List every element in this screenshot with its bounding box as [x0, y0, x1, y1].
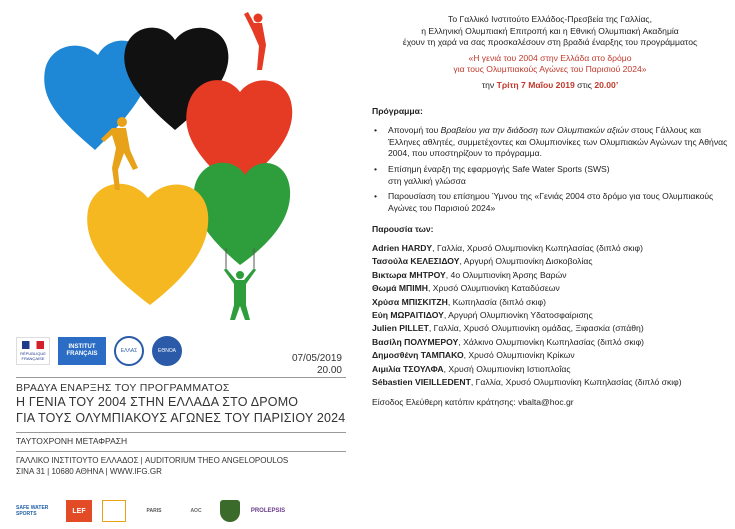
intro-line3: έχουν τη χαρά να σας προσκαλέσουν στη βραδιά έναρξης του προγράμματος	[402, 37, 698, 48]
republique-francaise-logo: RÉPUBLIQUE FRANÇAISE	[16, 337, 50, 365]
institut-francais-logo: INSTITUT FRANÇAIS	[58, 337, 106, 365]
attendees-heading: Παρουσία των:	[372, 224, 434, 235]
greek-olympic-committee-logo: ΕΛΛΑΣ	[114, 336, 144, 366]
paris-2024-logo: PARIS	[146, 508, 162, 514]
event-datetime	[292, 353, 342, 377]
green-heart	[194, 163, 291, 265]
quote-line1: «Η γενιά του 2004 στην Ελλάδα στο δρόμο	[468, 52, 632, 63]
translation-notice: ΤΑΥΤΟΧΡΟΝΗ ΜΕΤΑΦΡΑΣΗ	[16, 432, 346, 446]
program-item: • Παρουσίαση του επίσημου Ύμνου της «Γενιάς 2004 στο δρόμο για τους Ολυμπιακούς Αγώνες του Παρισιού 2024»	[372, 191, 728, 214]
event-label: ΒΡΑΔΥΑ ΕΝΑΡΞΗΣ ΤΟΥ ΠΡΟΓΡΑΜΜΑΤΟΣ	[16, 377, 346, 394]
attendee-item: Τασούλα ΚΕΛΕΣΙΔΟΥ, Αργυρή Ολυμπιονίκη Δισκοβολίας	[372, 256, 593, 267]
french-flag-icon	[22, 341, 44, 349]
event-title-line1: Η ΓΕΝΙΑ ΤΟΥ 2004 ΣΤΗΝ ΕΛΛΑΔΑ ΣΤΟ ΔΡΟΜΟ	[16, 395, 299, 409]
yellow-heart	[87, 184, 208, 305]
event-time: 20.00	[316, 365, 342, 376]
quote-line2: για τους Ολυμπιακούς Αγώνες του Παρισιού 2024»	[453, 64, 647, 75]
attendee-item: Θωμά ΜΠΙΜΗ, Χρυσό Ολυμπιονίκη Καταδύσεων	[372, 283, 560, 294]
attendee-item: Αιμιλία ΤΣΟΥΛΦΑ, Χρυσή Ολυμπιονίκη Ιστιοπλοΐας	[372, 363, 571, 374]
olympic-academy-logo: ΕΘΝΟΑ	[152, 336, 182, 366]
sponsor-logos-bottom	[16, 497, 286, 525]
attendees-list	[372, 242, 728, 389]
shield-logo	[220, 500, 240, 522]
intro-line2: η Ελληνική Ολυμπιακή Επιτροπή και η Εθνική Ολυμπιακή Ακαδημία	[421, 25, 679, 36]
venue-line2: ΣΙΝΑ 31 | 10680 ΑΘΗΝΑ | WWW.IFG.GR	[16, 467, 162, 476]
event-info-panel	[16, 333, 346, 477]
sponsor-square-logo	[102, 500, 126, 522]
attendee-item: Βικτωρα ΜΗΤΡΟΥ, 4ο Ολυμπιονίκη Άρσης Βαρών	[372, 269, 567, 280]
olympic-hearts-illustration	[0, 0, 340, 330]
intro-line1: Το Γαλλικό Ινστιτούτο Ελλάδος-Πρεσβεία της Γαλλίας,	[448, 14, 652, 24]
aoc-logo: AOC	[190, 508, 202, 514]
venue-info	[16, 451, 346, 477]
attendee-item: Sébastien VIEILLEDENT, Γαλλία, Χρυσό Ολυμπιονίκη Κωπηλασίας (διπλό σκιφ)	[372, 376, 682, 387]
invitation-text	[372, 14, 728, 409]
lef-logo: LEF	[66, 500, 92, 522]
attendee-item: Adrien HARDY, Γαλλία, Χρυσό Ολυμπιονίκη Κωπηλασίας (διπλό σκιφ)	[372, 242, 643, 253]
rsvp-note: Είσοδος Ελεύθερη κατόπιν κράτησης: vbalta@hoc.gr	[372, 397, 574, 408]
attendee-item: Χρύσα ΜΠΙΣΚΙΤΖΗ, Κωπηλασία (διπλό σκιφ)	[372, 296, 546, 307]
gymnast-silhouette	[244, 12, 266, 70]
attendee-item: Julien PILLET, Γαλλία, Χρυσό Ολυμπιονίκη ομάδας, Ξιφασκία (σπάθη)	[372, 323, 644, 334]
venue-line1: ΓΑΛΛΙΚΟ ΙΝΣΤΙΤΟΥΤΟ ΕΛΛΑΔΟΣ | AUDITORIUM THEO ANGELOPOULOS	[16, 456, 289, 465]
program-item: • Απονομή του Βραβείου για την διάδοση των Ολυμπιακών αξιών στους Γάλλους και Έλληνες αθλητές, συμμετέχοντες και Ολυμπιονίκες των Ολυμπιακών Αγώνων της Αθήνας 2004, που υποστηρίζουν το πρόγραμμα.	[372, 125, 728, 160]
event-date-line: την Τρίτη 7 Μαΐου 2019 στις 20.00’	[481, 79, 619, 90]
attendee-item: Δημοσθένη ΤΑΜΠΑΚΟ, Χρυσό Ολυμπιονίκη Κρίκων	[372, 350, 575, 361]
safe-water-sports-logo: SAFE WATER SPORTS	[16, 505, 49, 517]
attendee-item: Εύη ΜΩΡΑΙΤΙΔΟΥ, Αργυρή Ολυμπιονίκη Υδατοσφαίρισης	[372, 309, 593, 320]
event-date: 07/05/2019	[291, 353, 342, 364]
program-list	[372, 125, 728, 214]
program-heading: Πρόγραμμα:	[372, 105, 423, 116]
prolepsis-logo: PROLEPSIS	[250, 508, 286, 514]
attendee-item: Βασίλη ΠΟΛΥΜΕΡΟΥ, Χάλκινο Ολυμπιονίκη Κωπηλασίας (διπλό σκιφ)	[372, 336, 645, 347]
event-title-line2: ΓΙΑ ΤΟΥΣ ΟΛΥΜΠΙΑΚΟΥΣ ΑΓΩΝΕΣ ΤΟΥ ΠΑΡΙΣΙΟΥ 2024	[16, 411, 346, 425]
program-item: • Επίσημη έναρξη της εφαρμογής Safe Water Sports (SWS) στη γαλλική γλώσσα	[372, 164, 728, 187]
